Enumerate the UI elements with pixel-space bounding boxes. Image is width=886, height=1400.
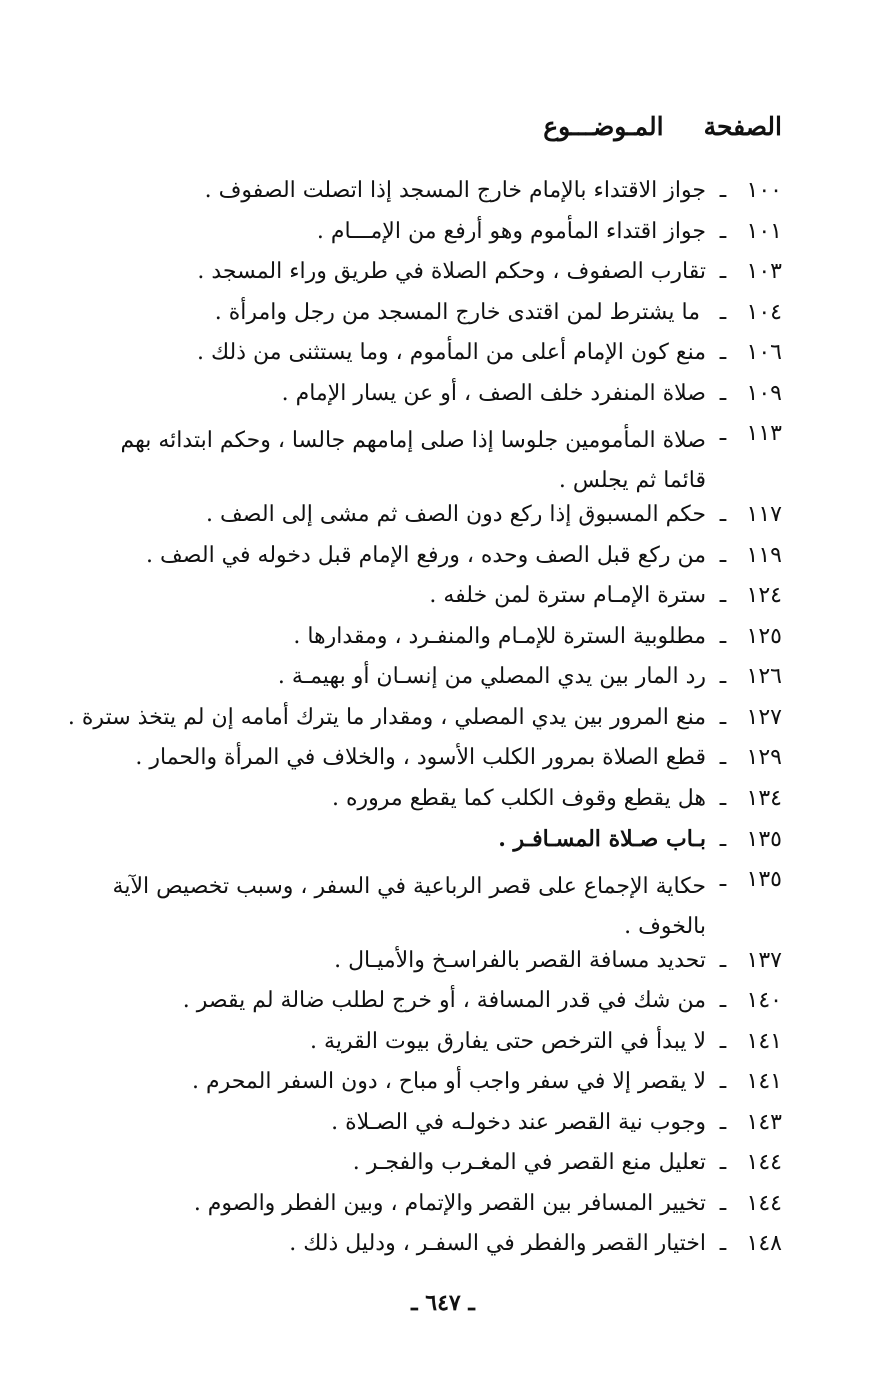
entry-dash: ـ xyxy=(719,623,727,649)
index-entry xyxy=(82,988,782,1029)
entry-dash: ـ xyxy=(719,745,727,770)
entry-page-number: ١٠٩ xyxy=(746,380,782,406)
entry-page-number: ١٠٠ xyxy=(746,178,782,203)
entry-dash: ـ xyxy=(719,542,727,568)
index-entries xyxy=(67,178,782,1272)
entry-topic: تخيير المسافر بين القصر والإتمام ، وبين الفطر والصوم . xyxy=(193,1190,706,1216)
index-entry xyxy=(82,1191,782,1232)
entry-dash: ـ xyxy=(719,664,727,689)
entry-page-number: ١٤١ xyxy=(746,1028,782,1054)
entry-page-number: ١٤٨ xyxy=(746,1231,782,1256)
entry-topic: وجوب نية القصر عند دخولـه في الصـلاة . xyxy=(331,1109,706,1135)
entry-dash: ـ xyxy=(719,866,727,892)
entry-page-number: ١٢٩ xyxy=(746,745,782,770)
index-chapter-entry xyxy=(82,826,782,867)
index-entry xyxy=(82,259,782,300)
entry-topic: رد المار بين يدي المصلي من إنسـان أو بهيمـة . xyxy=(277,664,706,689)
entry-page-number: ١١٧ xyxy=(746,502,782,527)
entry-page-number: ١٣٧ xyxy=(746,947,782,973)
page-column-label: الصفحة xyxy=(703,112,782,141)
index-entry xyxy=(82,1231,782,1272)
index-entry xyxy=(82,624,782,665)
index-entry xyxy=(82,1029,782,1070)
index-entry xyxy=(82,300,782,341)
entry-dash: ـ xyxy=(719,340,727,365)
entry-dash: ـ xyxy=(719,1190,727,1216)
entry-page-number: ١٢٤ xyxy=(746,583,782,608)
entry-topic: منع كون الإمام أعلى من المأموم ، وما يستثنى من ذلك . xyxy=(197,340,706,365)
entry-dash: ـ xyxy=(719,178,727,203)
entry-dash: ـ xyxy=(719,947,727,973)
entry-dash: ـ xyxy=(719,380,727,406)
topic-column-label: المـوضـــوع xyxy=(543,112,664,141)
entry-page-number: ١٣٥ xyxy=(746,866,782,892)
entry-topic: منع المرور بين يدي المصلي ، ومقدار ما يترك أمامه إن لم يتخذ سترة . xyxy=(67,704,706,730)
entry-page-number: ١٤٤ xyxy=(746,1150,782,1175)
entry-page-number: ١٤٠ xyxy=(746,988,782,1013)
index-entry xyxy=(82,340,782,381)
entry-page-number: ١١٣ xyxy=(746,421,782,446)
index-entry xyxy=(82,381,782,422)
entry-dash: ـ xyxy=(719,1150,727,1175)
entry-page-number: ١٠١ xyxy=(746,218,782,244)
entry-dash: ـ xyxy=(719,827,727,852)
index-entry xyxy=(82,786,782,827)
entry-dash: ـ xyxy=(719,421,727,446)
entry-page-number: ١٣٤ xyxy=(746,785,782,811)
entry-dash: ـ xyxy=(719,502,727,527)
entry-topic: صلاة المأمومين جلوسا إذا صلى إمامهم جالسا ، وحكم ابتدائه بهم قائما ثم يجلس . xyxy=(120,428,706,493)
entry-topic: ما يشترط لمن اقتدى خارج المسجد من رجل وامرأة . xyxy=(214,299,700,325)
index-entry xyxy=(82,583,782,624)
entry-page-number: ١١٩ xyxy=(746,542,782,568)
entry-dash: ـ xyxy=(719,1028,727,1054)
entry-page-number: ١٢٦ xyxy=(746,664,782,689)
entry-topic: سترة الإمـام سترة لمن خلفه . xyxy=(429,583,706,608)
entry-topic: تحديد مسافة القصر بالفراسـخ والأميـال . xyxy=(334,947,706,973)
entry-page-number: ١٤٤ xyxy=(746,1190,782,1216)
entry-dash: ـ xyxy=(719,785,727,811)
entry-page-number: ١٠٦ xyxy=(746,340,782,365)
entry-page-number: ١٠٣ xyxy=(746,259,782,284)
entry-topic: صلاة المنفرد خلف الصف ، أو عن يسار الإمام . xyxy=(281,380,706,406)
entry-dash: ـ xyxy=(719,259,727,284)
entry-topic: اختيار القصر والفطر في السفـر ، ودليل ذلك . xyxy=(289,1231,706,1256)
index-entry xyxy=(82,948,782,989)
entry-topic: جواز الاقتداء بالإمام خارج المسجد إذا اتصلت الصفوف . xyxy=(204,178,706,203)
entry-topic: لا يبدأ في الترخص حتى يفارق بيوت القرية . xyxy=(310,1028,706,1054)
entry-topic: تعليل منع القصر في المغـرب والفجـر . xyxy=(352,1150,706,1175)
index-entry xyxy=(82,1110,782,1151)
entry-page-number: ١٢٧ xyxy=(746,704,782,730)
entry-dash: ـ xyxy=(719,1109,727,1135)
entry-topic: هل يقطع وقوف الكلب كما يقطع مروره . xyxy=(332,785,706,811)
entry-page-number: ١٤٣ xyxy=(746,1109,782,1135)
entry-page-number: ١٣٥ xyxy=(746,827,782,852)
entry-dash: ـ xyxy=(719,299,727,325)
index-entry xyxy=(82,219,782,260)
page-number: ـ ٦٤٧ ـ xyxy=(411,1290,475,1316)
entry-dash: ـ xyxy=(719,218,727,244)
entry-topic: من ركع قبل الصف وحده ، ورفع الإمام قبل دخوله في الصف . xyxy=(146,542,706,568)
index-entry xyxy=(82,1150,782,1191)
entry-page-number: ١٤١ xyxy=(746,1069,782,1094)
index-entry xyxy=(82,502,782,543)
entry-dash: ـ xyxy=(719,704,727,730)
entry-dash: ـ xyxy=(719,1231,727,1256)
index-entry xyxy=(82,745,782,786)
table-header xyxy=(543,112,782,141)
index-entry xyxy=(67,704,782,746)
entry-dash: ـ xyxy=(719,988,727,1013)
index-entry xyxy=(82,867,782,948)
entry-dash: ـ xyxy=(719,583,727,608)
entry-dash: ـ xyxy=(719,1069,727,1094)
index-entry xyxy=(82,178,782,219)
entry-topic: جواز اقتداء المأموم وهو أرفع من الإمـــام . xyxy=(316,218,706,244)
entry-topic: قطع الصلاة بمرور الكلب الأسود ، والخلاف في المرأة والحمار . xyxy=(135,745,706,770)
entry-page-number: ١٢٥ xyxy=(746,623,782,649)
index-entry xyxy=(82,421,782,502)
entry-topic: تقارب الصفوف ، وحكم الصلاة في طريق وراء المسجد . xyxy=(197,259,706,284)
entry-topic: من شك في قدر المسافة ، أو خرج لطلب ضالة لم يقصر . xyxy=(182,988,706,1013)
entry-topic: لا يقصر إلا في سفر واجب أو مباح ، دون السفر المحرم . xyxy=(191,1069,706,1094)
entry-topic: مطلوبية السترة للإمـام والمنفـرد ، ومقدارها . xyxy=(293,623,706,649)
chapter-heading: بـاب صـلاة المسـافـر . xyxy=(498,826,706,852)
entry-topic: حكم المسبوق إذا ركع دون الصف ثم مشى إلى الصف . xyxy=(206,502,706,527)
index-entry xyxy=(82,1069,782,1110)
entry-topic: حكاية الإجماع على قصر الرباعية في السفر ، وسبب تخصيص الآية بالخوف . xyxy=(112,873,706,939)
index-entry xyxy=(82,664,782,705)
entry-page-number: ١٠٤ xyxy=(746,299,782,325)
index-entry xyxy=(82,543,782,584)
